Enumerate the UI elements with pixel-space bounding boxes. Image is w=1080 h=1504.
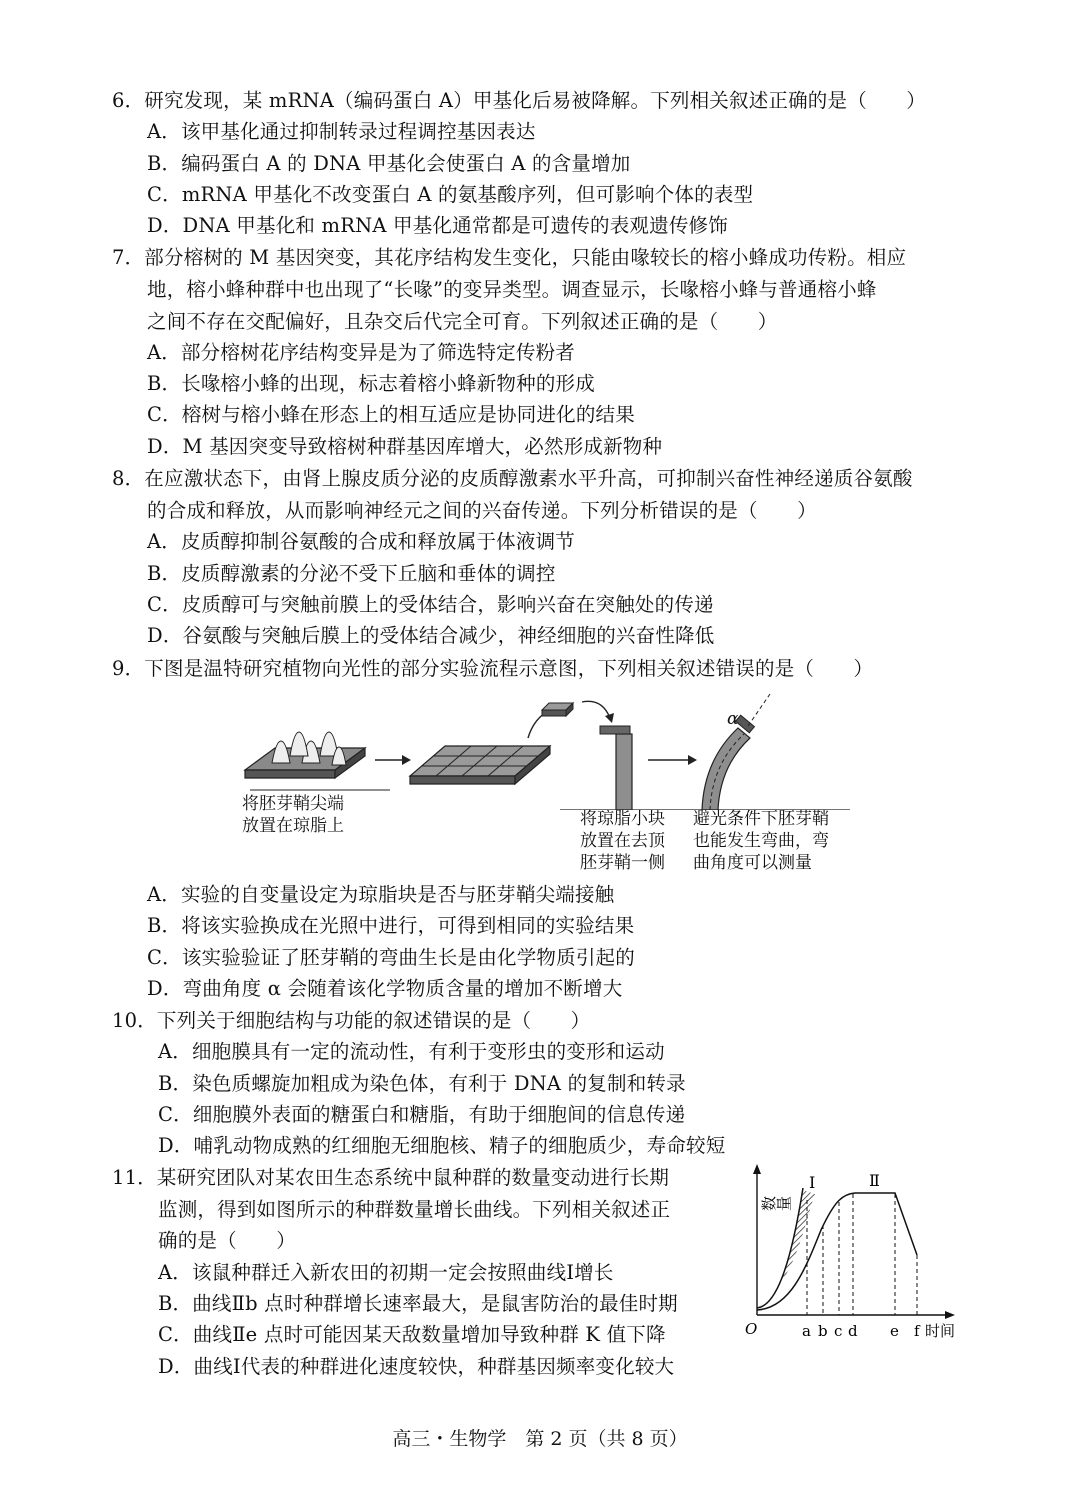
curve-ii-label: Ⅱ xyxy=(869,1171,880,1190)
q7-option-c: C．榕树与榕小蜂在形态上的相互适应是协同进化的结果 xyxy=(147,403,635,426)
agar-grid-block xyxy=(410,746,550,784)
q9-option-d: D．弯曲角度 α 会随着该化学物质含量的增加不断增大 xyxy=(147,977,623,1000)
q8-option-d: D．谷氨酸与突触后膜上的受体结合减少，神经细胞的兴奋性降低 xyxy=(147,624,715,647)
q8-option-b: B．皮质醇激素的分泌不受下丘脑和垂体的调控 xyxy=(147,562,556,585)
x-tick-c: c xyxy=(834,1322,843,1340)
q9-caption-2-line-2: 放置在去顶 xyxy=(580,831,665,851)
x-tick-b: b xyxy=(818,1322,828,1340)
q9-stem: 9．下图是温特研究植物向光性的部分实验流程示意图，下列相关叙述错误的是（ ） xyxy=(112,657,874,680)
q11-stem-line-3: 确的是（ ） xyxy=(158,1229,296,1252)
arrow-icon xyxy=(648,755,697,765)
x-axis-label: 时间 xyxy=(925,1322,956,1340)
q9-caption-1-line-2: 放置在琼脂上 xyxy=(242,816,344,836)
page-footer: 高三・生物学 第 2 页（共 8 页） xyxy=(392,1428,688,1450)
q9-caption-2-line-3: 胚芽鞘一侧 xyxy=(580,853,665,873)
q7-option-b: B．长喙榕小蜂的出现，标志着榕小蜂新物种的形成 xyxy=(147,372,595,395)
q8-stem-line-2: 的合成和释放，从而影响神经元之间的兴奋传递。下列分析错误的是（ ） xyxy=(147,499,817,522)
q9-caption-1-line-1: 将胚芽鞘尖端 xyxy=(242,794,344,814)
q9-option-c: C．该实验验证了胚芽鞘的弯曲生长是由化学物质引起的 xyxy=(147,946,635,969)
q6-option-c: C．mRNA 甲基化不改变蛋白 A 的氨基酸序列，但可影响个体的表型 xyxy=(147,183,754,206)
alpha-label: α xyxy=(727,709,739,729)
x-tick-d: d xyxy=(848,1322,858,1340)
curved-arrow-icon xyxy=(582,701,614,723)
q11-stem-line-1: 11．某研究团队对某农田生态系统中鼠种群的数量变动进行长期 xyxy=(112,1166,670,1189)
q8-option-a: A．皮质醇抑制谷氨酸的合成和释放属于体液调节 xyxy=(147,530,575,553)
q9-option-a: A．实验的自变量设定为琼脂块是否与胚芽鞘尖端接触 xyxy=(147,883,615,906)
q10-option-c: C．细胞膜外表面的糖蛋白和糖脂，有助于细胞间的信息传递 xyxy=(158,1103,686,1126)
q9-caption-3-line-1: 避光条件下胚芽鞘 xyxy=(693,809,829,829)
arrow-icon xyxy=(375,755,411,765)
x-tick-f: f xyxy=(914,1322,920,1340)
q10-option-b: B．染色质螺旋加粗成为染色体，有利于 DNA 的复制和转录 xyxy=(158,1072,686,1095)
small-agar-block xyxy=(542,703,573,716)
q11-option-c: C．曲线Ⅱe 点时可能因某天敌数量增加导致种群 K 值下降 xyxy=(158,1323,666,1346)
q8-stem-line-1: 8．在应激状态下，由肾上腺皮质分泌的皮质醇激素水平升高，可抑制兴奋性神经递质谷氨酸 xyxy=(112,467,913,490)
q9-caption-2-line-1: 将琼脂小块 xyxy=(580,809,665,829)
q10-option-d: D．哺乳动物成熟的红细胞无细胞核、精子的细胞质少，寿命较短 xyxy=(158,1134,726,1157)
x-tick-e: e xyxy=(890,1322,899,1340)
agar-with-coleoptile-tips xyxy=(245,732,365,778)
origin-label: O xyxy=(745,1320,758,1338)
q10-stem: 10．下列关于细胞结构与功能的叙述错误的是（ ） xyxy=(112,1009,591,1032)
q7-stem-line-3: 之间不存在交配偏好，且杂交后代完全可育。下列叙述正确的是（ ） xyxy=(147,310,778,333)
q11-population-graph xyxy=(735,1160,967,1345)
decapitated-coleoptile xyxy=(600,726,632,810)
q7-stem-line-2: 地，榕小蜂种群中也出现了“长喙”的变异类型。调查显示，长喙榕小蜂与普通榕小蜂 xyxy=(147,278,877,301)
q11-option-b: B．曲线Ⅱb 点时种群增长速率最大，是鼠害防治的最佳时期 xyxy=(158,1292,678,1315)
q7-stem-line-1: 7．部分榕树的 M 基因突变，其花序结构发生变化，只能由喙较长的榕小蜂成功传粉。相应 xyxy=(112,246,907,269)
q7-option-a: A．部分榕树花序结构变异是为了筛选特定传粉者 xyxy=(147,341,575,364)
y-axis-label: 数量 xyxy=(761,1195,791,1213)
q11-stem-line-2: 监测，得到如图所示的种群数量增长曲线。下列相关叙述正 xyxy=(158,1198,671,1221)
q8-option-c: C．皮质醇可与突触前膜上的受体结合，影响兴奋在突触处的传递 xyxy=(147,593,714,616)
q11-option-a: A．该鼠种群迁入新农田的初期一定会按照曲线Ⅰ增长 xyxy=(158,1261,614,1284)
q9-option-b: B．将该实验换成在光照中进行，可得到相同的实验结果 xyxy=(147,914,635,937)
q6-option-b: B．编码蛋白 A 的 DNA 甲基化会使蛋白 A 的含量增加 xyxy=(147,152,631,175)
q6-option-a: A．该甲基化通过抑制转录过程调控基因表达 xyxy=(147,120,536,143)
q11-option-d: D．曲线Ⅰ代表的种群进化速度较快，种群基因频率变化较大 xyxy=(158,1355,675,1378)
q7-option-d: D．M 基因突变导致榕树种群基因库增大，必然形成新物种 xyxy=(147,435,663,458)
q9-caption-3-line-2: 也能发生弯曲，弯 xyxy=(693,831,829,851)
curve-i-label: Ⅰ xyxy=(809,1173,816,1192)
x-tick-a: a xyxy=(802,1322,811,1340)
q9-caption-3-line-3: 曲角度可以测量 xyxy=(693,853,812,873)
q6-option-d: D．DNA 甲基化和 mRNA 甲基化通常都是可遗传的表观遗传修饰 xyxy=(147,214,728,237)
q10-option-a: A．细胞膜具有一定的流动性，有利于变形虫的变形和运动 xyxy=(158,1040,665,1063)
q9-experiment-figure xyxy=(230,690,870,810)
q6-stem: 6．研究发现，某 mRNA（编码蛋白 A）甲基化后易被降解。下列相关叙述正确的是（ ） xyxy=(112,89,927,112)
